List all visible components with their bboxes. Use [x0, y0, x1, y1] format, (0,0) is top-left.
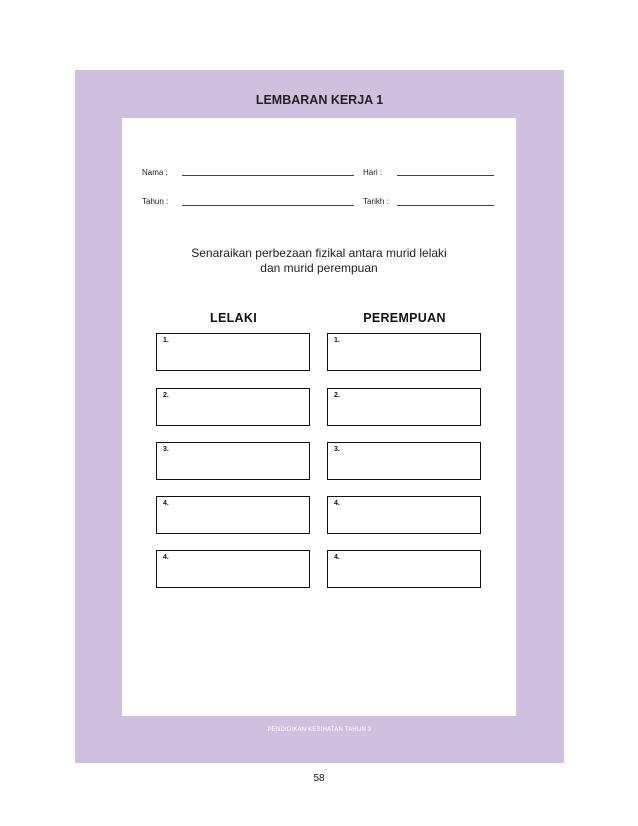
instruction [122, 246, 516, 276]
box-number: 2. [334, 392, 340, 399]
box-number: 4. [163, 500, 169, 507]
lelaki-answer-box[interactable] [156, 550, 310, 588]
box-number: 4. [334, 500, 340, 507]
tarikh-label: Tarikh : [363, 197, 389, 206]
worksheet-footer: PENDIDIKAN KESIHATAN TAHUN 3 [267, 727, 372, 733]
worksheet-frame [75, 70, 564, 763]
nama-label: Nama : [142, 168, 168, 177]
box-number: 4. [334, 554, 340, 561]
tahun-label: Tahun : [142, 197, 169, 206]
worksheet-sheet [122, 118, 516, 716]
page-number: 58 [313, 773, 325, 784]
box-number: 3. [163, 446, 169, 453]
instruction-line-2: dan murid perempuan [260, 261, 378, 275]
box-number: 1. [163, 337, 169, 344]
lelaki-answer-box[interactable] [156, 496, 310, 534]
perempuan-answer-box[interactable] [327, 550, 481, 588]
perempuan-answer-box[interactable] [327, 388, 481, 426]
box-number: 3. [334, 446, 340, 453]
hari-line[interactable] [397, 175, 494, 176]
instruction-line-1: Senaraikan perbezaan fizikal antara murid lelaki [191, 246, 447, 260]
tarikh-line[interactable] [397, 205, 494, 206]
lelaki-answer-box[interactable] [156, 333, 310, 371]
worksheet-title: LEMBARAN KERJA 1 [255, 93, 384, 107]
box-number: 1. [334, 337, 340, 344]
perempuan-heading: PEREMPUAN [363, 311, 446, 325]
lelaki-answer-box[interactable] [156, 442, 310, 480]
hari-label: Hari : [363, 168, 383, 177]
lelaki-answer-box[interactable] [156, 388, 310, 426]
lelaki-heading: LELAKI [210, 311, 257, 325]
perempuan-answer-box[interactable] [327, 442, 481, 480]
box-number: 4. [163, 554, 169, 561]
perempuan-answer-box[interactable] [327, 333, 481, 371]
perempuan-answer-box[interactable] [327, 496, 481, 534]
box-number: 2. [163, 392, 169, 399]
tahun-line[interactable] [182, 205, 354, 206]
nama-line[interactable] [182, 175, 354, 176]
